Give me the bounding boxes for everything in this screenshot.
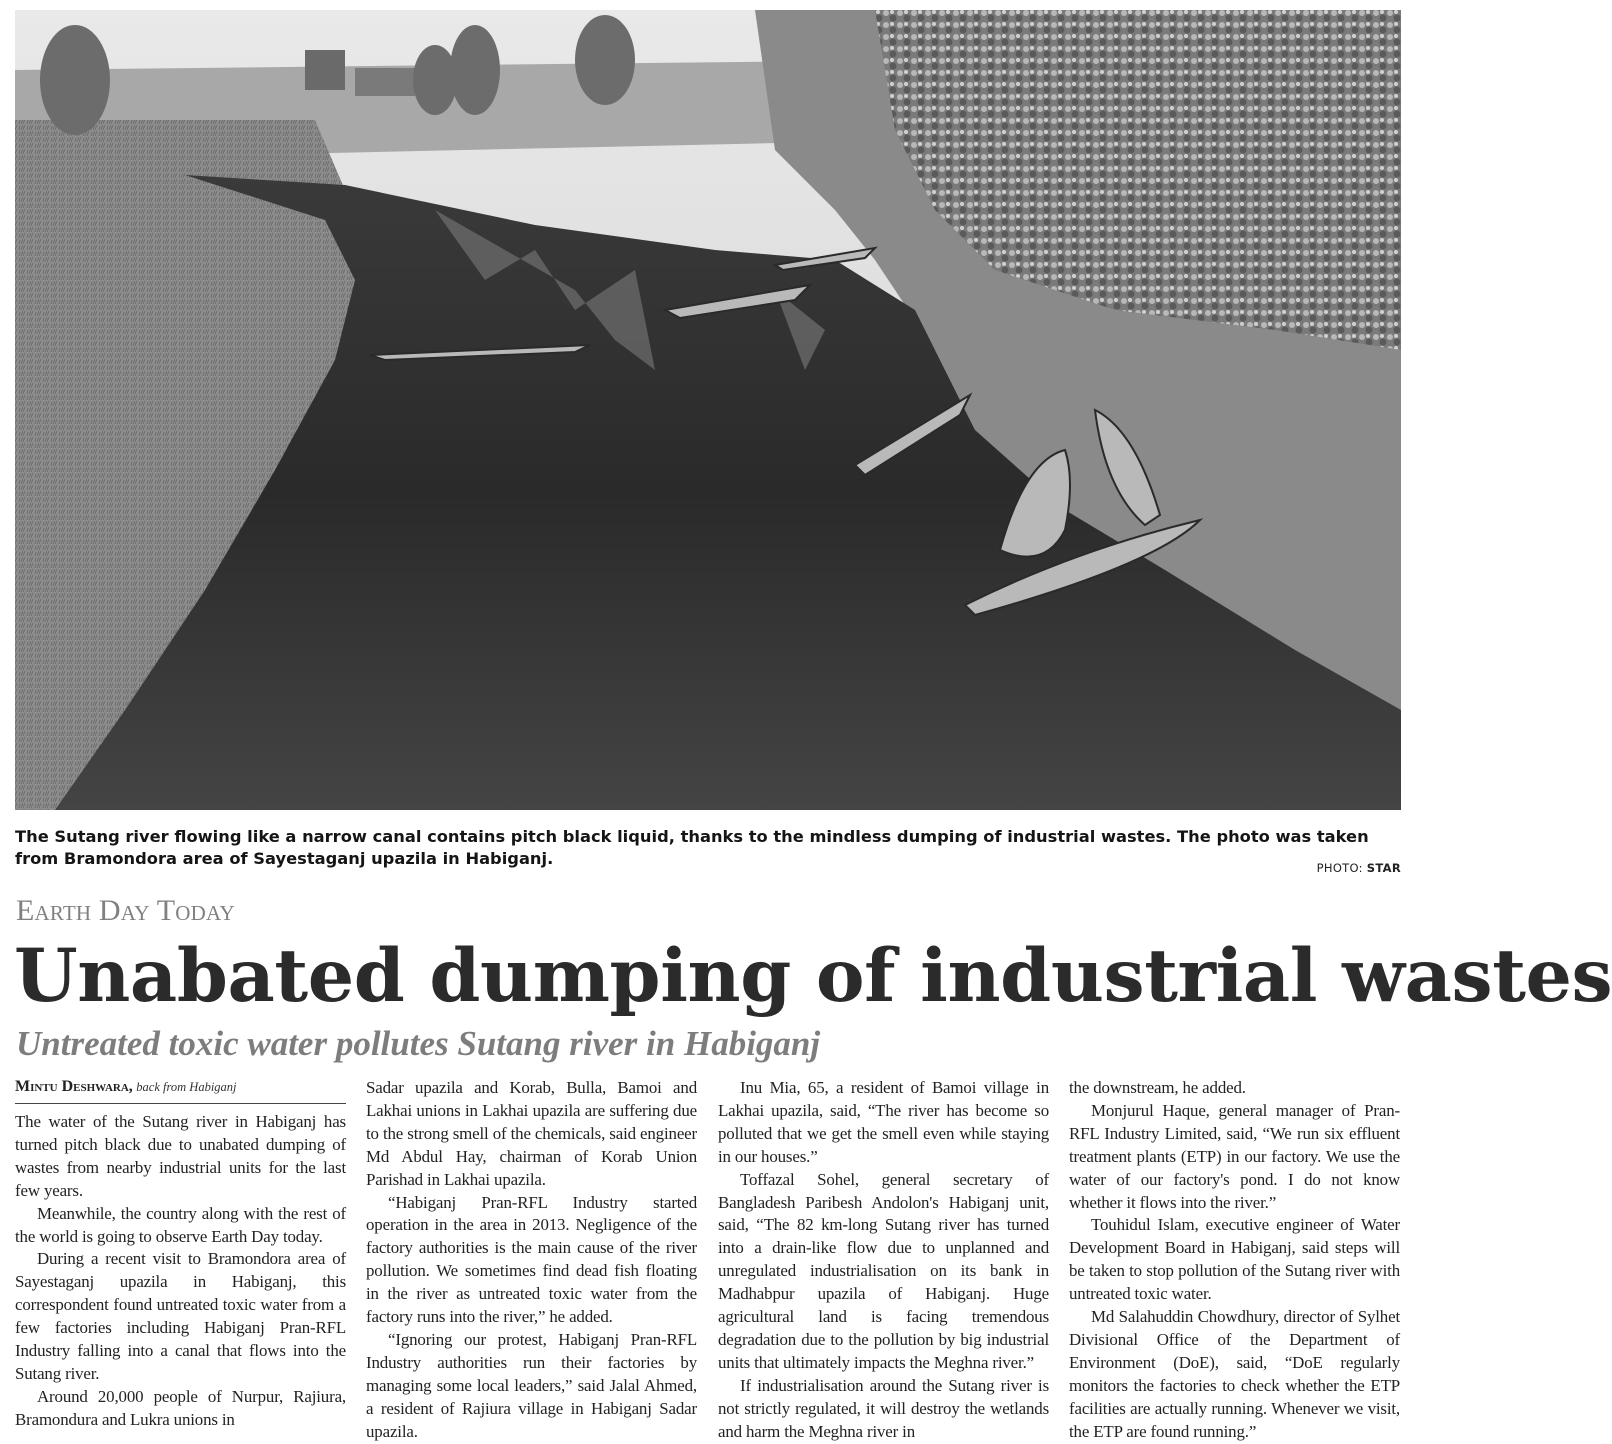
photo-credit-prefix: PHOTO: — [1316, 861, 1363, 875]
photo-caption: The Sutang river flowing like a narrow canal contains pitch black liquid, thanks to the mindless dumping of industrial wastes. The photo was taken from Bramondora area of Sayestaganj upazila in Habiganj. — [15, 827, 1369, 868]
article-kicker: Earth Day Today — [16, 894, 235, 927]
article-column-3 — [718, 1077, 1049, 1444]
paragraph: Md Salahuddin Chowdhury, director of Sylhet Divisional Office of the Department of Environment (DoE), said, “DoE regularly monitors the factories to check whether the ETP facilities are actually running. Whenever we visit, the ETP are found running.” — [1069, 1307, 1400, 1441]
article-column-4 — [1069, 1077, 1400, 1444]
paragraph: Touhidul Islam, executive engineer of Water Development Board in Habiganj, said steps will be taken to stop pollution of the Sutang river with untreated toxic water. — [1069, 1215, 1400, 1304]
paragraph: If industrialisation around the Sutang river is not strictly regulated, it will destroy the wetlands and harm the Meghna river in — [718, 1375, 1049, 1441]
paragraph: the downstream, he added. — [1069, 1078, 1246, 1097]
paragraph: During a recent visit to Bramondora area of Sayestaganj upazila in Habiganj, this correspondent found untreated toxic water from a few factories including Habiganj Pran-RFL Industry falling into a canal that flows into the Sutang river. — [15, 1249, 346, 1383]
article-column-2 — [366, 1077, 697, 1444]
paragraph: Sadar upazila and Korab, Bulla, Bamoi and Lakhai unions in Lakhai upazila are suffering due to the strong smell of the chemicals, said engineer Md Abdul Hay, chairman of Korab Union Parishad in Lakhai upazila. — [366, 1078, 697, 1189]
river-photo — [15, 10, 1401, 810]
paragraph: Inu Mia, 65, a resident of Bamoi village in Lakhai upazila, said, “The river has become so polluted that we get the smell even while staying in our houses.” — [718, 1078, 1049, 1166]
paragraph: “Habiganj Pran-RFL Industry started operation in the area in 2013. Negligence of the factory authorities is the main cause of the river pollution. We sometimes find dead fish floating in the river as untreated toxic water from the factory runs into the river,” he added. — [366, 1192, 697, 1327]
photo-credit-source: STAR — [1366, 861, 1401, 875]
paragraph: The water of the Sutang river in Habiganj has turned pitch black due to unabated dumping of wastes from nearby industrial units for the last few years. — [15, 1112, 346, 1200]
byline-location: back from Habiganj — [136, 1080, 237, 1094]
paragraph: Toffazal Sohel, general secretary of Bangladesh Paribesh Andolon's Habiganj unit, said, “The 82 km-long Sutang river has turned into a drain-like flow due to unplanned and unregulated industrialisation on its bank in Madhabpur upazila of Habiganj. Huge agricultural land is facing tremendous degradation due to the pollution by big industrial units that ultimately impacts the Meghna river.” — [718, 1169, 1049, 1372]
article-column-1 — [15, 1111, 346, 1432]
byline-author: Mintu Deshwara, — [15, 1078, 133, 1095]
article-subheadline: Untreated toxic water pollutes Sutang river in Habiganj — [16, 1024, 821, 1063]
paragraph: Monjurul Haque, general manager of Pran-RFL Industry Limited, said, “We run six effluent treatment plants (ETP) in our factory. We use the water of our factory's pond. I do not know whether it flows into the river.” — [1069, 1100, 1400, 1212]
paragraph: Around 20,000 people of Nurpur, Rajiura, Bramondura and Lukra unions in — [15, 1386, 346, 1429]
article-byline — [15, 1076, 346, 1104]
paragraph: “Ignoring our protest, Habiganj Pran-RFL Industry authorities run their factories by managing some local leaders,” said Jalal Ahmed, a resident of Rajiura village in Habiganj Sadar upazila. — [366, 1329, 697, 1441]
paragraph: Meanwhile, the country along with the rest of the world is going to observe Earth Day today. — [15, 1203, 346, 1246]
photo-credit — [1317, 861, 1401, 875]
article-headline: Unabated dumping of industrial wastes — [14, 933, 1612, 1019]
